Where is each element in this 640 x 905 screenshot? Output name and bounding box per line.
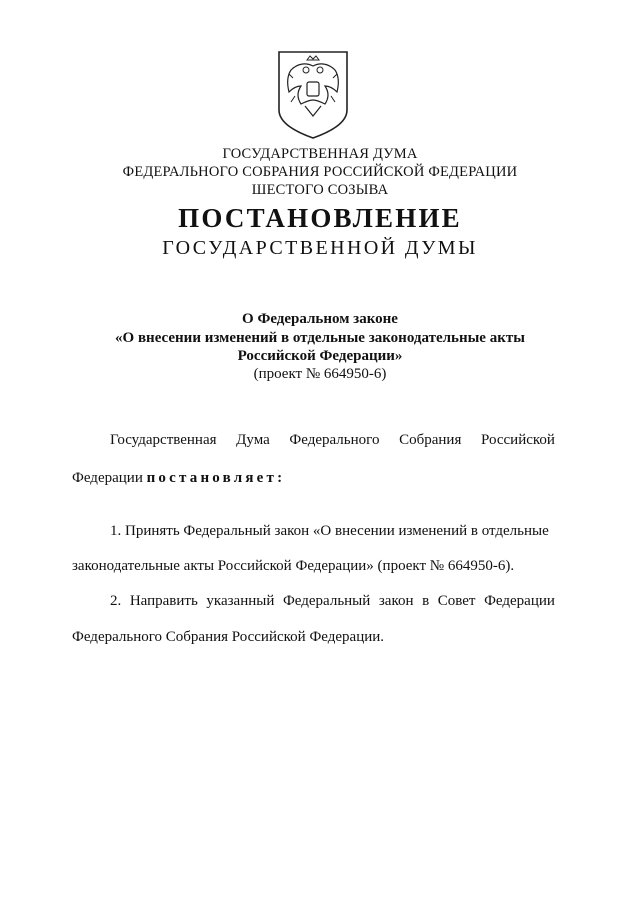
preamble-word: Дума (236, 432, 270, 448)
item-1-line-1: 1. Принять Федеральный закон «О внесении изменений в отдельные (110, 523, 549, 539)
header-line-3: ШЕСТОГО СОЗЫВА (251, 182, 389, 198)
state-emblem-icon (275, 48, 351, 140)
item-2-word: Федерации (484, 593, 555, 609)
preamble-line-1 (110, 430, 555, 450)
document-subtitle: ГОСУДАРСТВЕННОЙ ДУМЫ (162, 237, 478, 259)
item-2-line-2: Федерального Собрания Российской Федерации. (72, 629, 385, 645)
item-2-word: Федеральный (282, 593, 371, 609)
preamble-word: Федерального (289, 432, 380, 448)
preamble-resolves: постановляет: (146, 470, 286, 486)
preamble-word: Государственная (110, 432, 217, 448)
preamble-line-2-start: Федерации (72, 470, 143, 486)
item-2-line-1 (110, 591, 555, 611)
item-2-word: Совет (437, 593, 476, 609)
subject-line-2: «О внесении изменений в отдельные законодательные акты (115, 330, 525, 346)
preamble-word: Собрания (399, 432, 462, 448)
item-2-word: закон (378, 593, 414, 609)
document-title: ПОСТАНОВЛЕНИЕ (178, 203, 462, 233)
preamble-line-2 (72, 468, 555, 488)
subject-line-4: (проект № 664950-6) (253, 366, 387, 382)
item-1-line-2: законодательные акты Российской Федерации» (проект № 664950-6). (72, 558, 515, 574)
item-2-word: 2. (110, 593, 122, 609)
subject-line-1: О Федеральном законе (242, 311, 398, 327)
item-2-word: указанный (206, 593, 275, 609)
header-line-1: ГОСУДАРСТВЕННАЯ ДУМА (222, 146, 418, 162)
preamble-word: Российской (481, 432, 555, 448)
header-line-2: ФЕДЕРАЛЬНОГО СОБРАНИЯ РОССИЙСКОЙ ФЕДЕРАЦИИ (122, 164, 518, 180)
subject-line-3: Российской Федерации» (237, 348, 403, 364)
item-2-word: Направить (129, 593, 198, 609)
item-2-word: в (422, 593, 430, 609)
